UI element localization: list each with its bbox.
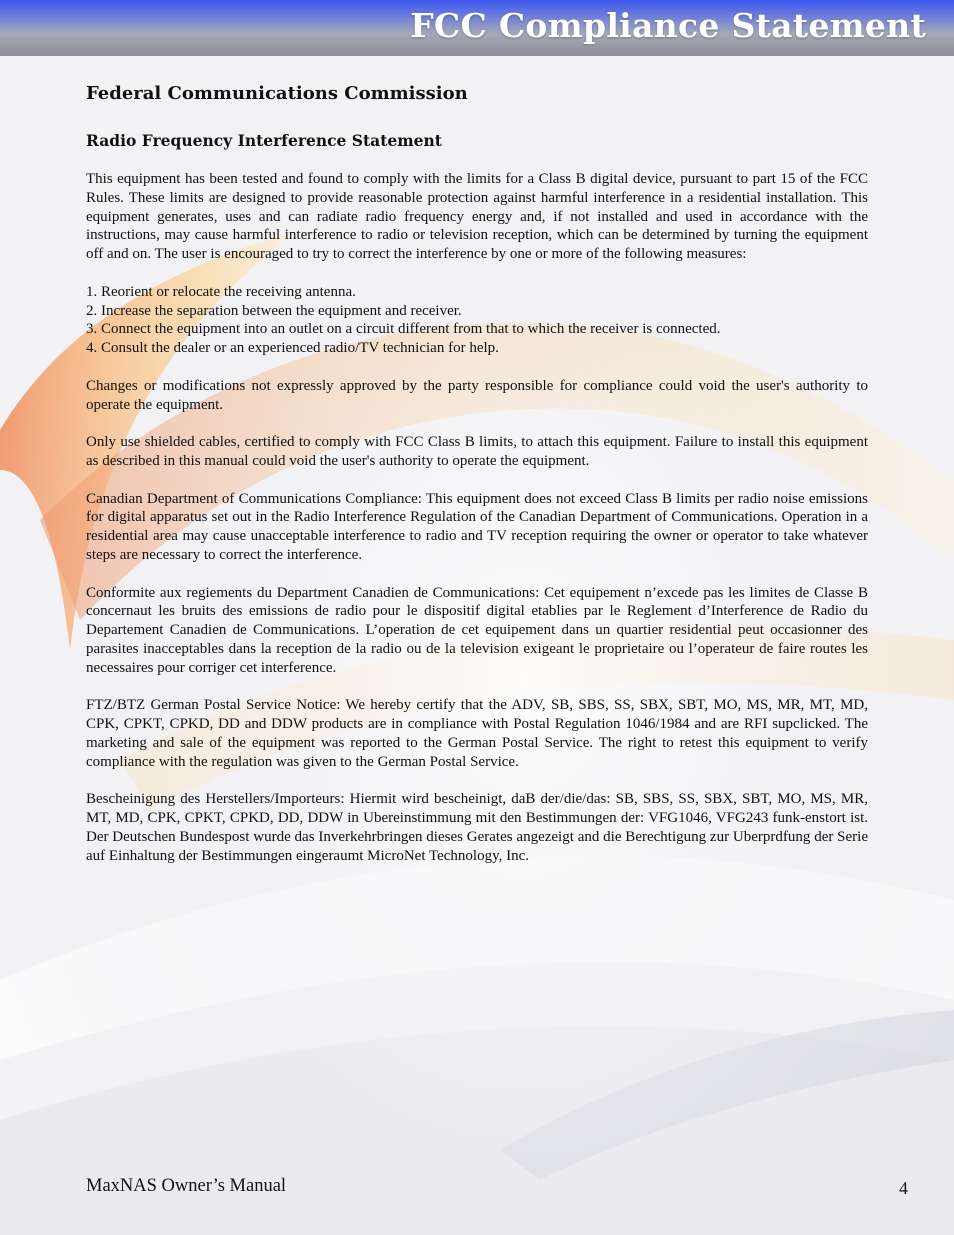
section-subheading: Radio Frequency Interference Statement bbox=[86, 131, 442, 150]
measures-list bbox=[86, 283, 868, 358]
list-item: 2. Increase the separation between the equipment and receiver. bbox=[86, 302, 462, 319]
page-number: 4 bbox=[899, 1178, 908, 1198]
footer-manual-title: MaxNAS Owner’s Manual bbox=[86, 1176, 287, 1196]
list-item: 1. Reorient or relocate the receiving antenna. bbox=[86, 283, 356, 300]
document-body bbox=[86, 80, 868, 884]
section-heading: Federal Communications Commission bbox=[86, 83, 468, 104]
paragraph-shielded-cables: Only use shielded cables, certified to comply with FCC Class B limits, to attach this equipment. Failure to install this equipment as described in this manual could void the user's authority to operate the equipment. bbox=[86, 434, 868, 469]
intro-paragraph: This equipment has been tested and found to comply with the limits for a Class B digital device, pursuant to part 15 of the FCC Rules. These limits are designed to provide reasonable protection against harmful interference in a residential installation. This equipment generates, uses and can radiate radio frequency energy and, if not installed and used in accordance with the instructions, may cause harmful interference to radio or television reception, which can be determined by turning the equipment off and on. The user is encouraged to try to correct the interference by one or more of the following measures: bbox=[86, 171, 868, 263]
paragraph-canadian-compliance: Canadian Department of Communications Compliance: This equipment does not exceed Class B limits per radio noise emissions for digital apparatus set out in the Radio Interference Regulation of the Canadian Department of Communications. Operation in a residential area may cause unacceptable interference to radio and TV reception requiring the owner or operator to take whatever steps are necessary to correct the interference. bbox=[86, 490, 868, 563]
list-item: 4. Consult the dealer or an experienced radio/TV technician for help. bbox=[86, 340, 499, 357]
paragraph-french-compliance: Conformite aux regiements du Department Canadien de Communications: Cet equipement n’excede pas les limites de Classe B concernaut les bruits des emissions de radio pour le dispositif digital etablies par le Reglement d’Interference de Radio du Departement Canadien de Communications. L’operation de cet equipement dans un quartier residential peut occasionner des parasites inacceptables dans la reception de la radio ou de la television exigeant le proprietaire ou l’operateur de faire routes les necessaires pour corriger cet interference. bbox=[86, 584, 868, 676]
page-title: FCC Compliance Statement bbox=[410, 6, 926, 45]
paragraph-modifications: Changes or modifications not expressly approved by the party responsible for compliance could void the user's authority to operate the equipment. bbox=[86, 377, 868, 413]
header-bar bbox=[0, 0, 954, 56]
list-item: 3. Connect the equipment into an outlet on a circuit different from that to which the receiver is connected. bbox=[86, 321, 721, 338]
paragraph-german-postal: FTZ/BTZ German Postal Service Notice: We hereby certify that the ADV, SB, SBS, SS, SBX, SBT, MO, MS, MR, MT, MD, CPK, CPKT, CPKD, DD and DDW products are in compliance with Postal Regulation 1046/1984 and are RFI supclicked. The marketing and sale of the equipment was reported to the German Postal Service. The right to retest this equipment to verify compliance with the regulation was given to the German Postal Service. bbox=[86, 697, 868, 770]
paragraph-bescheinigung: Bescheinigung des Herstellers/Importeurs: Hiermit wird bescheinigt, daB der/die/das: SB, SBS, SS, SBX, SBT, MO, MS, MR, MT, MD, CPK, CPKT, CPKD, DD, DDW in Ubereinstimmung mit den Bestimmungen der: VFG1046, VFG243 funk-enstort ist. Der Deutschen Bundespost wurde das Inverkehrbringen dieses Gerates angezeigt and die Berechtigung zur Uberprdfung der Serie auf Einhaltung der Bestimmungen eingeraumt MicroNet Technology, Inc. bbox=[86, 791, 868, 864]
